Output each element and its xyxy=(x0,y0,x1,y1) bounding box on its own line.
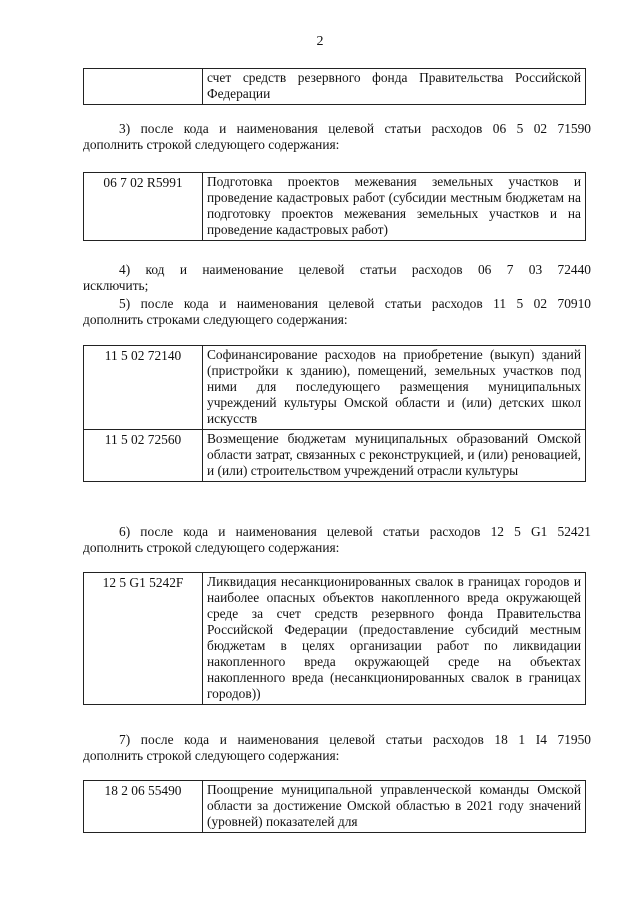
paragraph-4 xyxy=(83,262,591,294)
paragraph-line: 5) после кода и наименования целевой статьи расходов 11 5 02 70910 xyxy=(119,296,591,311)
budget-table-r5991 xyxy=(83,172,586,241)
table-row xyxy=(84,430,586,482)
budget-table-culture xyxy=(83,345,586,482)
table-row xyxy=(84,173,586,241)
description-cell: Возмещение бюджетам муниципальных образований Омской области затрат, связанных с реконструкцией, и (или) реновацией, и (или) строительством учреждений отрасли культуры xyxy=(203,430,586,482)
paragraph-line: дополнить строкой следующего содержания: xyxy=(83,540,340,555)
code-cell: 18 2 06 55490 xyxy=(84,781,203,833)
description-cell: Подготовка проектов межевания земельных участков и проведение кадастровых работ (субсидии местным бюджетам на подготовку проектов межевания земельных участков и на проведение кадастровых работ) xyxy=(203,173,586,241)
budget-table-incentive xyxy=(83,780,586,833)
paragraph-line: дополнить строкой следующего содержания: xyxy=(83,137,340,152)
code-cell: 11 5 02 72140 xyxy=(84,346,203,430)
paragraph-line: 7) после кода и наименования целевой статьи расходов 18 1 I4 71950 xyxy=(119,732,591,747)
table-row xyxy=(84,346,586,430)
paragraph-7 xyxy=(83,732,591,764)
code-cell: 06 7 02 R5991 xyxy=(84,173,203,241)
table-row xyxy=(84,781,586,833)
paragraph-line: дополнить строками следующего содержания: xyxy=(83,312,348,327)
code-cell: 11 5 02 72560 xyxy=(84,430,203,482)
paragraph-line: исключить; xyxy=(83,278,149,293)
budget-table-landfills xyxy=(83,572,586,705)
description-cell: Ликвидация несанкционированных свалок в границах городов и наиболее опасных объектов накопленного вреда окружающей среде за счет средств резервного фонда Правительства Российской Федерации (предоставление субсидий местным бюджетам в целях организации работ по ликвидации накопленного вреда окружающей среде на объектах накопленного вреда (несанкционированных свалок в границах городов)) xyxy=(203,573,586,705)
paragraph-line: 3) после кода и наименования целевой статьи расходов 06 5 02 71590 xyxy=(119,121,591,136)
description-cell: Софинансирование расходов на приобретение (выкуп) зданий (пристройки к зданию), помещений, земельных участков под ними для последующего размещения муниципальных учреждений культуры Омской области и (или) детских школ искусств xyxy=(203,346,586,430)
table-row xyxy=(84,573,586,705)
table-row xyxy=(84,69,586,105)
budget-table-continuation xyxy=(83,68,586,105)
paragraph-line: дополнить строкой следующего содержания: xyxy=(83,748,340,763)
description-cell: счет средств резервного фонда Правительства Российской Федерации xyxy=(203,69,586,105)
paragraph-5 xyxy=(83,296,591,328)
paragraph-6 xyxy=(83,524,591,556)
description-cell: Поощрение муниципальной управленческой команды Омской области за достижение Омской областью в 2021 году значений (уровней) показателей для xyxy=(203,781,586,833)
code-cell xyxy=(84,69,203,105)
paragraph-line: 4) код и наименование целевой статьи расходов 06 7 03 72440 xyxy=(119,262,591,277)
page-number: 2 xyxy=(316,34,324,49)
code-cell: 12 5 G1 5242F xyxy=(84,573,203,705)
paragraph-3 xyxy=(83,121,591,153)
paragraph-line: 6) после кода и наименования целевой статьи расходов 12 5 G1 52421 xyxy=(119,524,591,539)
